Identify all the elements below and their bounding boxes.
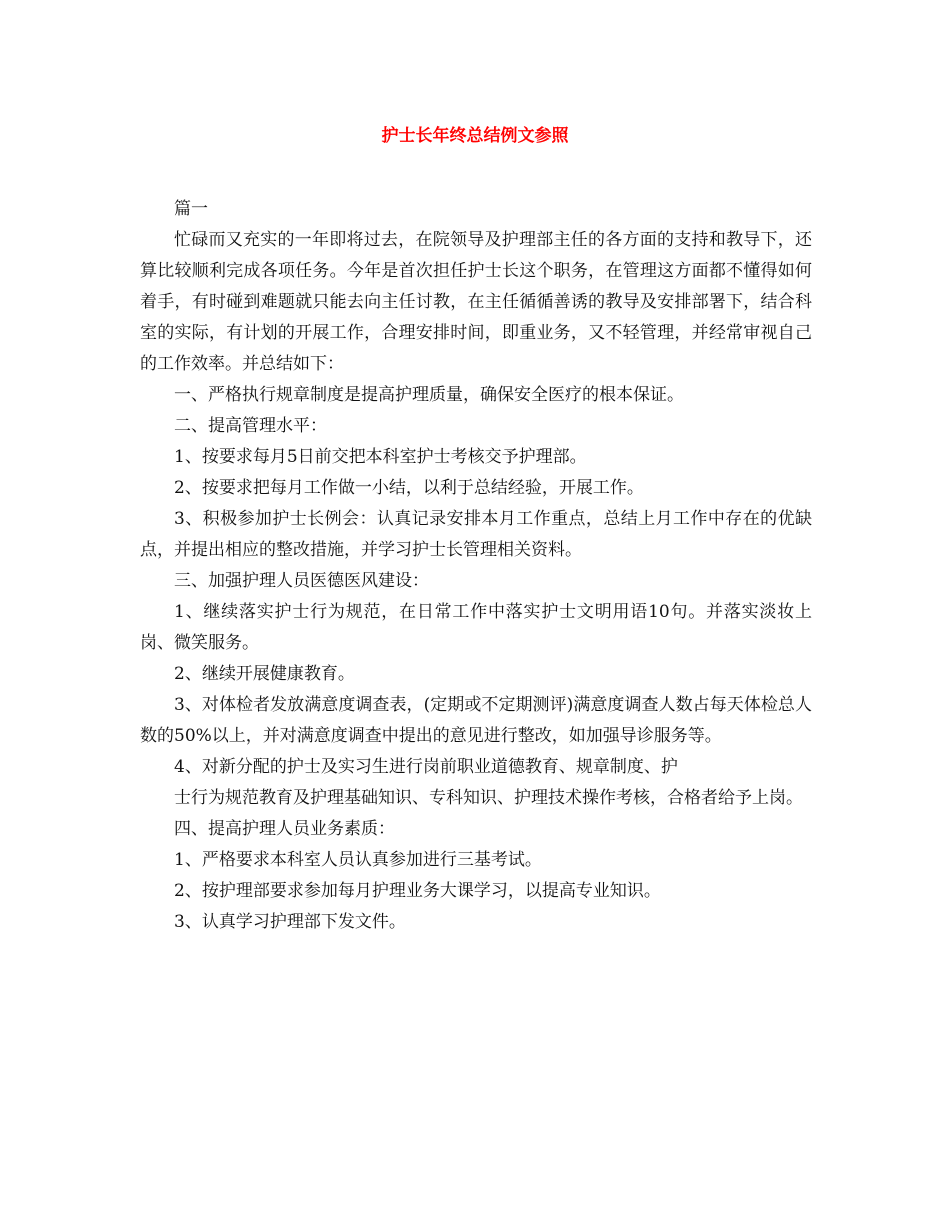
paragraph: 一、严格执行规章制度是提高护理质量，确保安全医疗的根本保证。 bbox=[174, 385, 684, 405]
paragraph: 3、对体检者发放满意度调查表，(定期或不定期测评)满意度调查人数占每天体检总人数的50%以上，并对满意度调查中提出的意见进行整改，如加强导诊服务等。 bbox=[140, 695, 812, 746]
paragraph: 3、积极参加护士长例会：认真记录安排本月工作重点，总结上月工作中存在的优缺点，并提出相应的整改措施，并学习护士长管理相关资料。 bbox=[140, 509, 812, 560]
paragraph: 三、加强护理人员医德医风建设： bbox=[174, 571, 429, 591]
paragraph: 2、按护理部要求参加每月护理业务大课学习，以提高专业知识。 bbox=[174, 881, 661, 901]
paragraph: 2、继续开展健康教育。 bbox=[174, 664, 355, 684]
paragraph: 士行为规范教育及护理基础知识、专科知识、护理技术操作考核，合格者给予上岗。 bbox=[174, 788, 803, 808]
paragraph: 1、严格要求本科室人员认真参加进行三基考试。 bbox=[174, 850, 542, 870]
paragraph: 四、提高护理人员业务素质： bbox=[174, 819, 395, 839]
paragraph: 二、提高管理水平： bbox=[174, 416, 327, 436]
paragraph: 2、按要求把每月工作做一小结，以利于总结经验，开展工作。 bbox=[174, 478, 644, 498]
paragraph: 1、按要求每月5日前交把本科室护士考核交予护理部。 bbox=[174, 447, 587, 467]
paragraph: 1、继续落实护士行为规范，在日常工作中落实护士文明用语10句。并落实淡妆上岗、微笑服务。 bbox=[140, 602, 812, 653]
document-title: 护士长年终总结例文参照 bbox=[381, 126, 569, 146]
paragraph: 忙碌而又充实的一年即将过去，在院领导及护理部主任的各方面的支持和教导下，还算比较顺利完成各项任务。今年是首次担任护士长这个职务，在管理这方面都不懂得如何着手，有时碰到难题就只能去向主任讨教，在主任循循善诱的教导及安排部署下，结合科室的实际，有计划的开展工作，合理安排时间，即重业务，又不轻管理，并经常审视自己的工作效率。并总结如下： bbox=[140, 230, 812, 374]
paragraph: 3、认真学习护理部下发文件。 bbox=[174, 912, 406, 932]
paragraph: 篇一 bbox=[174, 199, 208, 219]
paragraph: 4、对新分配的护士及实习生进行岗前职业道德教育、规章制度、护 bbox=[174, 757, 678, 777]
document-body bbox=[140, 194, 812, 938]
